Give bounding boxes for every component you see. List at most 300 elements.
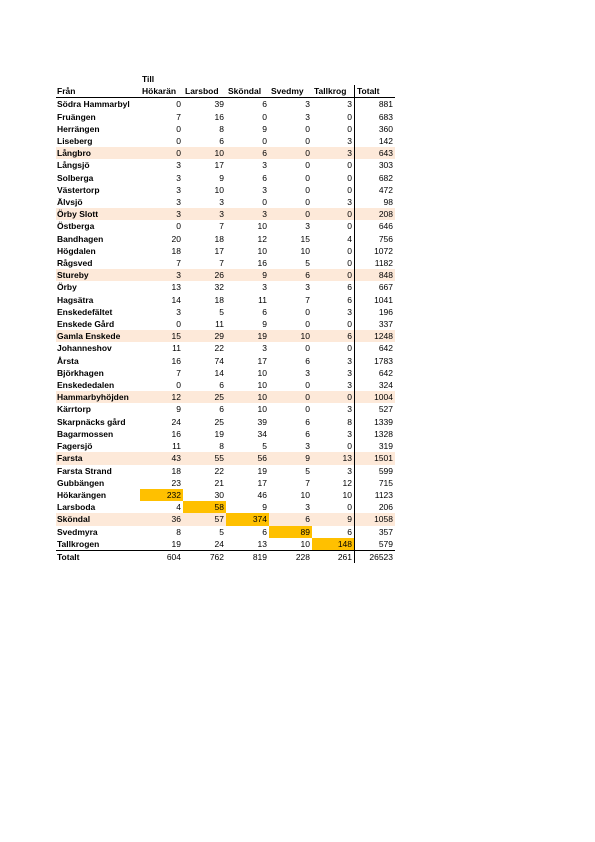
row-total-cell: 527 xyxy=(355,403,396,415)
table-cell: 34 xyxy=(257,428,267,439)
column-header: Tallkrog xyxy=(312,85,355,98)
table-cell: 0 xyxy=(262,111,267,122)
table-row xyxy=(56,513,395,525)
table-cell: 22 xyxy=(214,465,224,476)
table-cell: 56 xyxy=(226,452,269,464)
table-cell: 148 xyxy=(312,538,355,551)
table-row xyxy=(56,233,395,245)
table-row xyxy=(56,416,395,428)
table-cell: 0 xyxy=(305,197,310,208)
row-total-cell: 579 xyxy=(355,538,396,551)
table-cell: 3 xyxy=(347,380,352,391)
table-cell: 39 xyxy=(257,416,267,427)
table-cell: 5 xyxy=(305,465,310,476)
row-label: Kärrtorp xyxy=(57,404,92,415)
row-total-cell: 1058 xyxy=(355,513,396,525)
table-cell: 10 xyxy=(257,367,267,378)
row-total-cell: 848 xyxy=(355,269,396,281)
row-total-cell: 1004 xyxy=(355,391,396,403)
row-total-cell: 303 xyxy=(355,159,396,171)
row-label: Hammarbyhöjden xyxy=(56,391,140,403)
table-row xyxy=(56,330,395,342)
table-cell: 6 xyxy=(305,355,310,366)
od-matrix-table xyxy=(56,73,395,563)
table-cell: 6 xyxy=(269,269,312,281)
table-cell: 3 xyxy=(176,160,181,171)
table-cell: 3 xyxy=(305,502,310,513)
row-total-cell: 1339 xyxy=(355,416,396,428)
table-cell: 3 xyxy=(347,306,352,317)
row-label: Fruängen xyxy=(57,111,96,122)
row-total-cell: 715 xyxy=(355,477,396,489)
table-cell: 6 xyxy=(305,416,310,427)
table-cell: 6 xyxy=(262,172,267,183)
table-cell: 0 xyxy=(347,123,352,134)
row-label: Johanneshov xyxy=(57,343,112,354)
table-cell: 57 xyxy=(183,513,226,525)
table-cell: 0 xyxy=(176,380,181,391)
table-cell: 0 xyxy=(176,319,181,330)
table-cell: 16 xyxy=(257,258,267,269)
total-cell: 228 xyxy=(269,550,312,563)
table-cell: 3 xyxy=(347,404,352,415)
table-cell: 0 xyxy=(305,160,310,171)
table-cell: 11 xyxy=(172,343,181,354)
table-cell: 0 xyxy=(269,147,312,159)
header-row-columns xyxy=(56,85,395,98)
row-total-cell: 643 xyxy=(355,147,396,159)
table-cell: 10 xyxy=(269,330,312,342)
row-label: Älvsjö xyxy=(57,197,83,208)
total-cell: 819 xyxy=(226,550,269,563)
row-total-cell: 208 xyxy=(355,208,396,220)
row-label: Tallkrogen xyxy=(57,538,100,549)
table-cell: 5 xyxy=(219,306,224,317)
table-cell: 4 xyxy=(176,502,181,513)
table-cell: 32 xyxy=(214,282,224,293)
table-row xyxy=(56,391,395,403)
table-cell: 9 xyxy=(176,404,181,415)
row-label: Skarpnäcks gård xyxy=(57,416,126,427)
table-cell: 13 xyxy=(257,538,267,549)
table-row xyxy=(56,477,395,489)
table-cell: 0 xyxy=(305,123,310,134)
table-cell: 7 xyxy=(176,258,181,269)
table-row xyxy=(56,111,395,123)
table-cell: 374 xyxy=(226,513,269,525)
header-row-till xyxy=(56,73,395,85)
table-cell: 5 xyxy=(305,258,310,269)
table-cell: 8 xyxy=(176,526,181,537)
table-cell: 3 xyxy=(176,197,181,208)
table-row xyxy=(56,281,395,293)
table-cell: 3 xyxy=(312,147,355,159)
table-cell: 0 xyxy=(269,391,312,403)
table-cell: 25 xyxy=(214,416,224,427)
row-label: Rågsved xyxy=(57,258,93,269)
table-cell: 12 xyxy=(342,477,352,488)
table-row xyxy=(56,159,395,171)
table-row xyxy=(56,196,395,208)
table-cell: 10 xyxy=(300,538,310,549)
table-cell: 7 xyxy=(176,111,181,122)
table-cell: 17 xyxy=(257,477,267,488)
empty-corner-cell xyxy=(56,73,140,85)
row-label: Svedmyra xyxy=(57,526,98,537)
row-label: Bandhagen xyxy=(57,233,104,244)
row-label: Hökarängen xyxy=(57,489,107,500)
table-cell: 6 xyxy=(219,136,224,147)
table-cell: 14 xyxy=(214,367,224,378)
to-label: Till xyxy=(142,74,155,84)
table-cell: 19 xyxy=(171,538,181,549)
row-total-cell: 98 xyxy=(355,196,396,208)
table-row xyxy=(56,269,395,281)
row-label: Västertorp xyxy=(57,184,100,195)
table-cell: 12 xyxy=(140,391,183,403)
table-cell: 3 xyxy=(347,136,352,147)
row-total-cell: 642 xyxy=(355,342,396,354)
table-cell: 10 xyxy=(214,184,224,195)
table-cell: 19 xyxy=(257,465,267,476)
table-cell: 6 xyxy=(347,294,352,305)
table-cell: 21 xyxy=(214,477,224,488)
table-cell: 0 xyxy=(269,208,312,220)
table-cell: 10 xyxy=(342,489,352,500)
row-label: Larsboda xyxy=(57,502,96,513)
row-total-cell: 196 xyxy=(355,306,396,318)
table-row xyxy=(56,355,395,367)
table-cell: 0 xyxy=(176,99,181,110)
table-cell: 3 xyxy=(226,208,269,220)
row-label: Örby Slott xyxy=(56,208,140,220)
table-cell: 0 xyxy=(305,319,310,330)
row-total-cell: 337 xyxy=(355,318,396,330)
table-cell: 24 xyxy=(171,416,181,427)
table-cell: 4 xyxy=(347,233,352,244)
table-cell: 3 xyxy=(347,465,352,476)
row-total-cell: 1072 xyxy=(355,245,396,257)
table-row xyxy=(56,220,395,232)
table-cell: 19 xyxy=(226,330,269,342)
row-total-cell: 324 xyxy=(355,379,396,391)
table-cell: 0 xyxy=(262,136,267,147)
table-cell: 25 xyxy=(183,391,226,403)
table-cell: 3 xyxy=(305,99,310,110)
table-cell: 7 xyxy=(305,294,310,305)
row-total-cell: 1123 xyxy=(355,489,396,501)
table-cell: 3 xyxy=(183,208,226,220)
table-cell: 0 xyxy=(347,160,352,171)
table-row xyxy=(56,379,395,391)
total-cell: 762 xyxy=(183,550,226,563)
table-cell: 39 xyxy=(214,99,224,110)
row-label: Björkhagen xyxy=(57,367,104,378)
row-total-cell: 472 xyxy=(355,184,396,196)
table-cell: 23 xyxy=(171,477,181,488)
table-row xyxy=(56,465,395,477)
table-cell: 9 xyxy=(312,513,355,525)
table-row xyxy=(56,526,395,538)
row-label: Årsta xyxy=(57,355,79,366)
table-row xyxy=(56,294,395,306)
table-cell: 3 xyxy=(305,221,310,232)
table-cell: 3 xyxy=(176,184,181,195)
row-total-cell: 206 xyxy=(355,501,396,513)
table-cell: 10 xyxy=(257,221,267,232)
table-row xyxy=(56,135,395,147)
table-cell: 18 xyxy=(214,233,224,244)
table-cell: 0 xyxy=(305,306,310,317)
table-cell: 8 xyxy=(347,416,352,427)
table-cell: 3 xyxy=(140,269,183,281)
table-cell: 3 xyxy=(262,282,267,293)
table-cell: 9 xyxy=(262,319,267,330)
table-cell: 8 xyxy=(219,123,224,134)
table-cell: 29 xyxy=(183,330,226,342)
table-cell: 0 xyxy=(305,343,310,354)
table-cell: 0 xyxy=(347,172,352,183)
row-total-cell: 682 xyxy=(355,172,396,184)
table-cell: 10 xyxy=(257,380,267,391)
table-cell: 3 xyxy=(176,306,181,317)
table-cell: 10 xyxy=(257,245,267,256)
table-row xyxy=(56,403,395,415)
table-row xyxy=(56,98,395,111)
table-cell: 14 xyxy=(171,294,181,305)
table-row xyxy=(56,306,395,318)
table-cell: 6 xyxy=(269,513,312,525)
table-cell: 3 xyxy=(262,343,267,354)
row-label: Farsta Strand xyxy=(57,465,112,476)
row-label: Örby xyxy=(57,282,77,293)
table-row xyxy=(56,257,395,269)
table-cell: 0 xyxy=(347,221,352,232)
table-cell: 0 xyxy=(312,208,355,220)
row-label: Gubbängen xyxy=(57,477,105,488)
table-cell: 15 xyxy=(300,233,310,244)
row-label: Södra Hammarbyl xyxy=(57,99,130,110)
row-total-cell: 667 xyxy=(355,281,396,293)
row-total-cell: 1783 xyxy=(355,355,396,367)
table-cell: 3 xyxy=(305,441,310,452)
row-label: Liseberg xyxy=(57,136,93,147)
table-cell: 5 xyxy=(262,441,267,452)
table-cell: 17 xyxy=(214,245,224,256)
column-header: Larsbod xyxy=(183,85,226,98)
table-row xyxy=(56,318,395,330)
table-cell: 36 xyxy=(140,513,183,525)
table-cell: 3 xyxy=(347,197,352,208)
row-total-cell: 319 xyxy=(355,440,396,452)
row-label: Sköndal xyxy=(56,513,140,525)
table-cell: 0 xyxy=(176,123,181,134)
total-label: Totalt xyxy=(56,550,140,563)
table-cell: 8 xyxy=(219,441,224,452)
row-label: Enskedefältet xyxy=(57,306,113,317)
table-cell: 0 xyxy=(176,136,181,147)
table-cell: 6 xyxy=(305,428,310,439)
table-cell: 13 xyxy=(171,282,181,293)
table-cell: 26 xyxy=(183,269,226,281)
table-cell: 55 xyxy=(183,452,226,464)
row-label: Östberga xyxy=(57,221,95,232)
table-row xyxy=(56,428,395,440)
table-cell: 0 xyxy=(347,258,352,269)
table-cell: 10 xyxy=(226,391,269,403)
table-cell: 0 xyxy=(312,269,355,281)
table-cell: 11 xyxy=(215,319,224,330)
row-total-cell: 1501 xyxy=(355,452,396,464)
table-cell: 232 xyxy=(140,489,183,501)
table-cell: 5 xyxy=(219,526,224,537)
table-cell: 0 xyxy=(305,380,310,391)
from-label: Från xyxy=(56,85,140,98)
row-label: Enskededalen xyxy=(57,380,115,391)
total-cell: 26523 xyxy=(355,550,396,563)
column-header-total: Totalt xyxy=(355,85,396,98)
table-cell: 7 xyxy=(219,258,224,269)
table-cell: 7 xyxy=(305,477,310,488)
total-row xyxy=(56,550,395,563)
table-cell: 24 xyxy=(214,538,224,549)
table-cell: 10 xyxy=(300,245,310,256)
row-label: Gamla Enskede xyxy=(56,330,140,342)
table-cell: 0 xyxy=(305,136,310,147)
table-cell: 9 xyxy=(219,172,224,183)
table-row xyxy=(56,452,395,464)
table-cell: 9 xyxy=(262,502,267,513)
row-label: Stureby xyxy=(56,269,140,281)
table-row xyxy=(56,208,395,220)
table-cell: 6 xyxy=(262,99,267,110)
table-cell: 0 xyxy=(305,184,310,195)
table-cell: 9 xyxy=(226,269,269,281)
table-row xyxy=(56,538,395,551)
table-cell: 0 xyxy=(140,147,183,159)
table-cell: 19 xyxy=(214,428,224,439)
table-cell: 0 xyxy=(176,221,181,232)
row-label: Långsjö xyxy=(57,160,90,171)
table-cell: 3 xyxy=(262,184,267,195)
column-header: Svedmy xyxy=(269,85,312,98)
table-row xyxy=(56,440,395,452)
row-total-cell: 142 xyxy=(355,135,396,147)
table-cell: 22 xyxy=(214,343,224,354)
row-label: Högdalen xyxy=(57,245,96,256)
table-cell: 0 xyxy=(262,197,267,208)
table-row xyxy=(56,184,395,196)
table-cell: 16 xyxy=(171,428,181,439)
table-cell: 10 xyxy=(183,147,226,159)
table-cell: 0 xyxy=(347,441,352,452)
table-cell: 3 xyxy=(305,367,310,378)
row-total-cell: 642 xyxy=(355,367,396,379)
row-label: Bagarmossen xyxy=(57,428,114,439)
table-row xyxy=(56,367,395,379)
table-cell: 58 xyxy=(183,501,226,513)
table-cell: 6 xyxy=(226,147,269,159)
table-cell: 0 xyxy=(347,111,352,122)
table-row xyxy=(56,501,395,513)
table-cell: 6 xyxy=(312,330,355,342)
table-cell: 10 xyxy=(257,404,267,415)
table-cell: 6 xyxy=(219,404,224,415)
row-label: Fagersjö xyxy=(57,441,93,452)
total-cell: 604 xyxy=(140,550,183,563)
row-total-cell: 1248 xyxy=(355,330,396,342)
table-cell: 15 xyxy=(140,330,183,342)
row-total-cell: 683 xyxy=(355,111,396,123)
table-cell: 17 xyxy=(257,355,267,366)
table-cell: 0 xyxy=(347,319,352,330)
table-cell: 9 xyxy=(269,452,312,464)
row-total-cell: 881 xyxy=(355,98,396,111)
table-cell: 3 xyxy=(347,355,352,366)
table-cell: 7 xyxy=(176,367,181,378)
table-cell: 3 xyxy=(140,208,183,220)
row-total-cell: 1328 xyxy=(355,428,396,440)
table-cell: 6 xyxy=(347,526,352,537)
table-cell: 7 xyxy=(219,221,224,232)
table-cell: 20 xyxy=(171,233,181,244)
row-label: Långbro xyxy=(56,147,140,159)
table-row xyxy=(56,245,395,257)
table-cell: 3 xyxy=(262,160,267,171)
table-cell: 0 xyxy=(347,245,352,256)
table-row xyxy=(56,489,395,501)
table-cell: 43 xyxy=(140,452,183,464)
table-cell: 6 xyxy=(347,282,352,293)
total-cell: 261 xyxy=(312,550,355,563)
table-cell: 0 xyxy=(305,404,310,415)
table-cell: 3 xyxy=(176,172,181,183)
row-total-cell: 756 xyxy=(355,233,396,245)
table-cell: 18 xyxy=(214,294,224,305)
row-total-cell: 599 xyxy=(355,465,396,477)
table-cell: 6 xyxy=(262,306,267,317)
table-cell: 13 xyxy=(312,452,355,464)
table-cell: 16 xyxy=(171,355,181,366)
table-cell: 3 xyxy=(305,111,310,122)
table-cell: 30 xyxy=(214,489,224,500)
table-cell: 0 xyxy=(347,184,352,195)
table-cell: 0 xyxy=(305,172,310,183)
table-cell: 11 xyxy=(258,294,267,305)
row-total-cell: 360 xyxy=(355,123,396,135)
table-cell: 6 xyxy=(262,526,267,537)
table-cell: 11 xyxy=(172,441,181,452)
table-cell: 16 xyxy=(214,111,224,122)
table-cell: 3 xyxy=(219,197,224,208)
table-cell: 3 xyxy=(305,282,310,293)
table-cell: 3 xyxy=(347,428,352,439)
table-row xyxy=(56,172,395,184)
table-cell: 46 xyxy=(257,489,267,500)
table-cell: 74 xyxy=(214,355,224,366)
table-cell: 12 xyxy=(257,233,267,244)
table-row xyxy=(56,147,395,159)
table-cell: 18 xyxy=(171,465,181,476)
row-label: Hagsätra xyxy=(57,294,94,305)
row-label: Enskede Gård xyxy=(57,319,115,330)
table-cell: 9 xyxy=(262,123,267,134)
table-cell: 18 xyxy=(171,245,181,256)
table-cell: 17 xyxy=(214,160,224,171)
table-cell: 10 xyxy=(300,489,310,500)
column-header: Hökarän xyxy=(140,85,183,98)
row-label: Solberga xyxy=(57,172,94,183)
